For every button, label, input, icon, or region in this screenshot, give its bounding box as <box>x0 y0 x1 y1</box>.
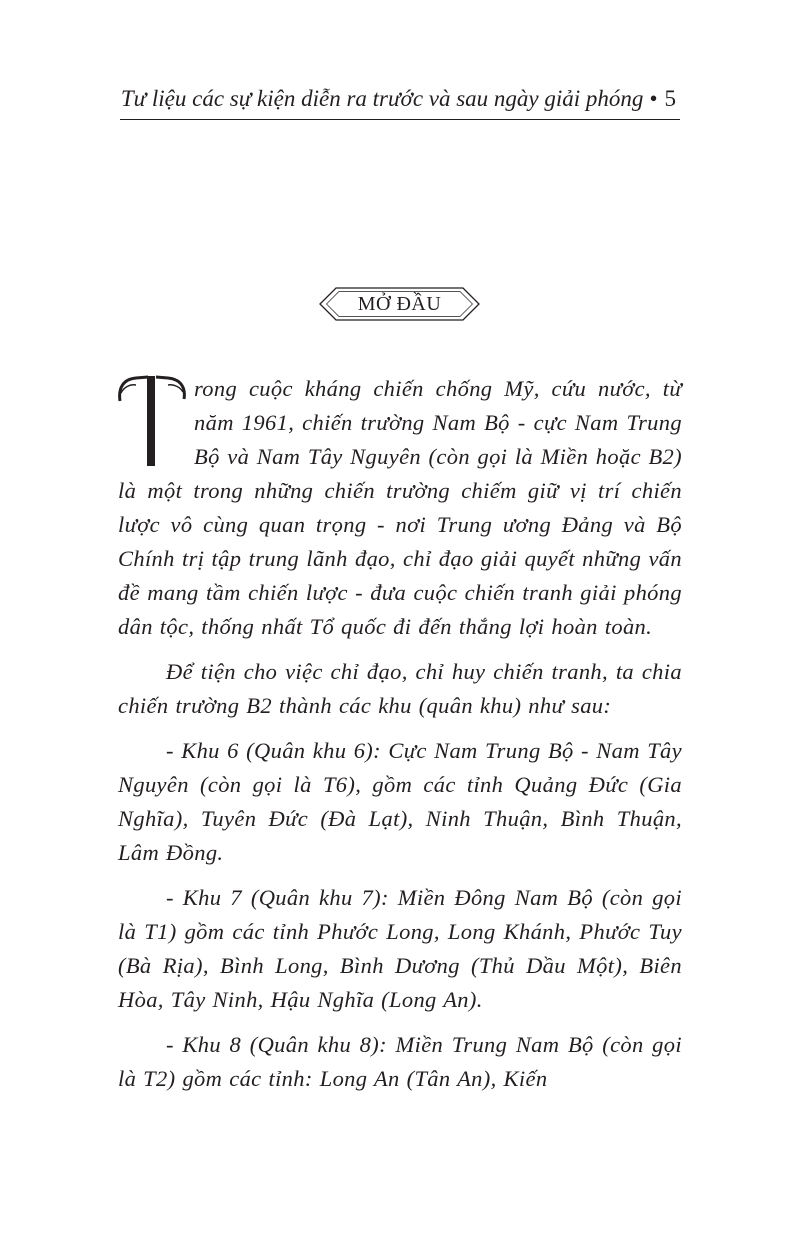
book-title: Tư liệu các sự kiện diễn ra trước và sau ngày giải phóng <box>120 86 644 111</box>
paragraph-1-text: rong cuộc kháng chiến chống Mỹ, cứu nước, từ năm 1961, chiến trường Nam Bộ - cực Nam Trung Bộ và Nam Tây Nguyên (còn gọi là Miền hoặc B2) là một trong những chiến trường chiếm giữ vị trí chiến lược vô cùng quan trọng - nơi Trung ương Đảng và Bộ Chính trị tập trung lãnh đạo, chỉ đạo giải quyết những vấn đề mang tầm chiến lược - đưa cuộc chiến tranh giải phóng dân tộc, thống nhất Tổ quốc đi đến thắng lợi hoàn toàn. <box>118 376 682 639</box>
paragraph-2: Để tiện cho việc chỉ đạo, chỉ huy chiến tranh, ta chia chiến trường B2 thành các khu (quân khu) như sau: <box>118 659 682 718</box>
chapter-title: MỞ ĐẦU <box>357 293 442 315</box>
paragraph-5: - Khu 8 (Quân khu 8): Miền Trung Nam Bộ (còn gọi là T2) gồm các tỉnh: Long An (Tân An), Kiến <box>118 1032 682 1091</box>
body-text <box>118 372 682 1107</box>
paragraph-4: - Khu 7 (Quân khu 7): Miền Đông Nam Bộ (còn gọi là T1) gồm các tỉnh Phước Long, Long Khánh, Phước Tuy (Bà Rịa), Bình Long, Bình Dương (Thủ Dầu Một), Biên Hòa, Tây Ninh, Hậu Nghĩa (Long An). <box>118 885 682 1012</box>
chapter-heading <box>319 287 480 321</box>
paragraph-3: - Khu 6 (Quân khu 6): Cực Nam Trung Bộ - Nam Tây Nguyên (còn gọi là T6), gồm các tỉnh Quảng Đức (Gia Nghĩa), Tuyên Đức (Đà Lạt), Ninh Thuận, Bình Thuận, Lâm Đồng. <box>118 738 682 865</box>
running-header <box>120 83 680 120</box>
header-line <box>121 86 676 112</box>
page-number: 5 <box>664 86 676 111</box>
header-bullet: • <box>649 86 658 111</box>
paragraph-1 <box>118 372 682 644</box>
